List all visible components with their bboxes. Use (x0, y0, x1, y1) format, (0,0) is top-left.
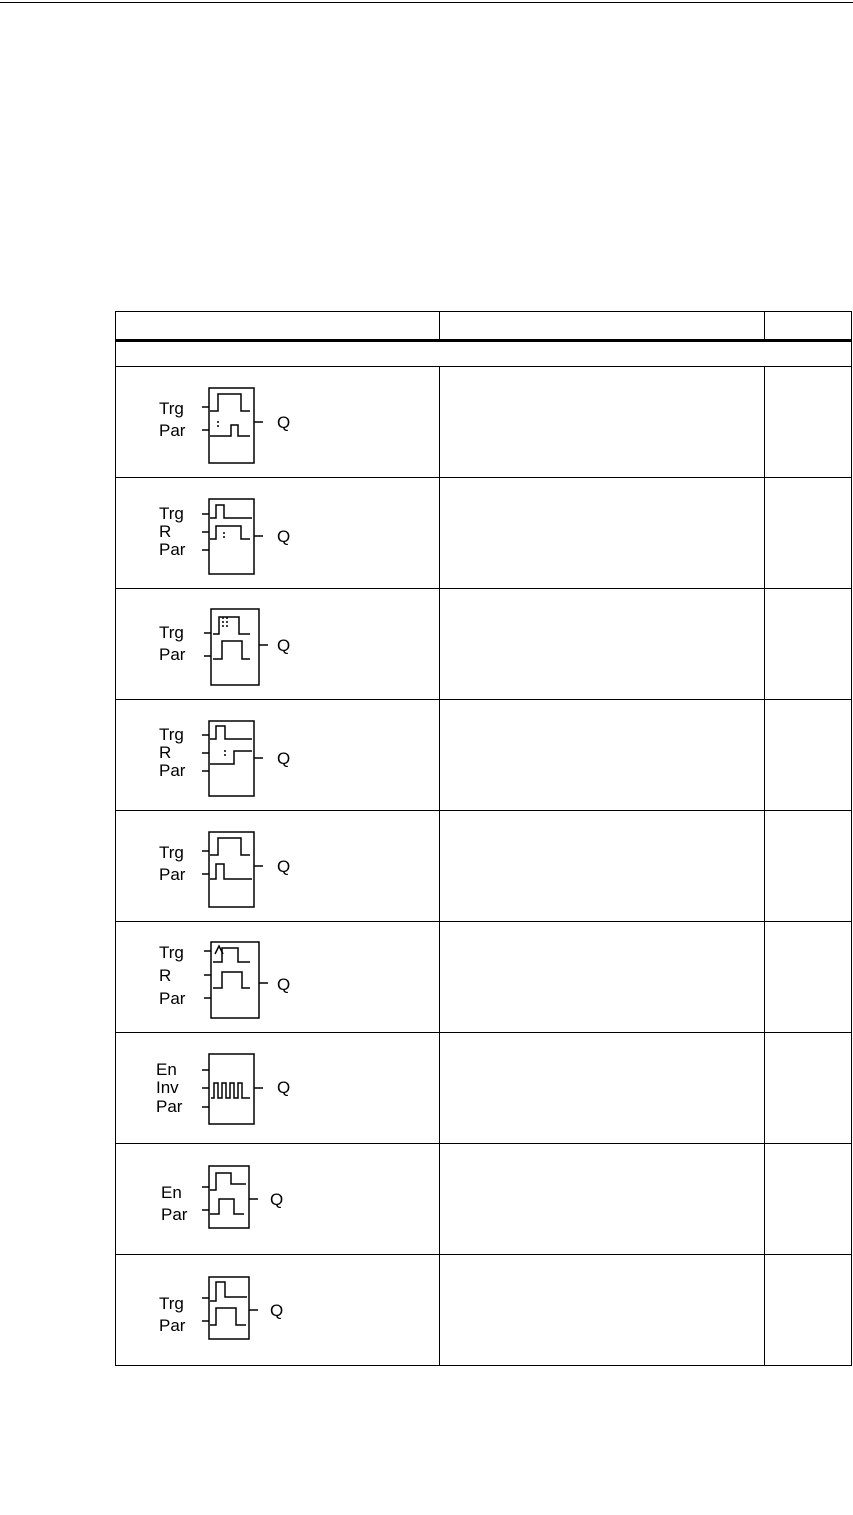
trg-r-par-delay-icon (156, 710, 356, 810)
description-cell (440, 478, 765, 589)
table-row (116, 367, 852, 478)
en-inv-par-pulsetrain-icon (156, 1043, 356, 1143)
symbol-cell (116, 922, 440, 1033)
output-label: Q (277, 527, 291, 546)
description-cell (440, 811, 765, 922)
en-par-pulse-icon (156, 1154, 356, 1254)
extra-cell (765, 589, 852, 700)
trg-par-dotted-pulse-icon (156, 599, 356, 699)
symbol-cell (116, 367, 440, 478)
input-label: R (159, 522, 172, 541)
table-row (116, 1144, 852, 1255)
description-cell (440, 589, 765, 700)
input-label: R (159, 743, 172, 762)
table-header-row (116, 312, 852, 341)
header-cell (765, 312, 852, 341)
input-label: Inv (156, 1078, 179, 1097)
extra-cell (765, 922, 852, 1033)
symbol-cell (116, 1033, 440, 1144)
extra-cell (765, 811, 852, 922)
description-cell (440, 1255, 765, 1366)
input-label: Trg (159, 1294, 184, 1313)
function-table (115, 311, 852, 1366)
output-label: Q (277, 1078, 291, 1097)
symbol-cell (116, 589, 440, 700)
output-label: Q (277, 749, 291, 768)
extra-cell (765, 1144, 852, 1255)
input-label: Par (159, 1316, 186, 1335)
input-label: Par (159, 540, 186, 559)
extra-cell (765, 1255, 852, 1366)
section-row (116, 341, 852, 367)
input-label: Par (159, 761, 186, 780)
input-label: Trg (159, 399, 184, 418)
table-row (116, 811, 852, 922)
input-label: Trg (159, 725, 184, 744)
input-label: En (161, 1183, 182, 1202)
description-cell (440, 367, 765, 478)
description-cell (440, 700, 765, 811)
trg-par-pulse-icon (156, 377, 356, 477)
extra-cell (765, 1033, 852, 1144)
input-label: Trg (159, 943, 184, 962)
input-label: Trg (159, 504, 184, 523)
output-label: Q (277, 636, 291, 655)
symbol-cell (116, 811, 440, 922)
input-label: Trg (159, 843, 184, 862)
trg-r-par-pulse-icon (156, 488, 356, 588)
input-label: Par (159, 989, 186, 1008)
input-label: R (159, 966, 172, 985)
table-row (116, 589, 852, 700)
section-cell (116, 341, 852, 367)
input-label: En (156, 1060, 177, 1079)
table-row (116, 1255, 852, 1366)
table-row (116, 478, 852, 589)
input-label: Trg (159, 623, 184, 642)
symbol-cell (116, 1144, 440, 1255)
output-label: Q (270, 1190, 284, 1209)
trg-par-pulse-icon (156, 1265, 356, 1365)
extra-cell (765, 700, 852, 811)
symbol-cell (116, 700, 440, 811)
extra-cell (765, 478, 852, 589)
trg-r-par-edge-icon (156, 932, 356, 1032)
description-cell (440, 1144, 765, 1255)
input-label: Par (156, 1097, 183, 1116)
header-cell (116, 312, 440, 341)
table-row (116, 700, 852, 811)
output-label: Q (277, 975, 291, 994)
page-top-rule (0, 2, 853, 3)
table-row (116, 1033, 852, 1144)
output-label: Q (277, 413, 291, 432)
trg-par-shortpulse-icon (156, 821, 356, 921)
output-label: Q (277, 857, 291, 876)
input-label: Par (161, 1205, 188, 1224)
symbol-cell (116, 1255, 440, 1366)
header-cell (440, 312, 765, 341)
description-cell (440, 1033, 765, 1144)
extra-cell (765, 367, 852, 478)
description-cell (440, 922, 765, 1033)
symbol-cell (116, 478, 440, 589)
input-label: Par (159, 645, 186, 664)
input-label: Par (159, 865, 186, 884)
output-label: Q (270, 1301, 284, 1320)
input-label: Par (159, 421, 186, 440)
table-row (116, 922, 852, 1033)
